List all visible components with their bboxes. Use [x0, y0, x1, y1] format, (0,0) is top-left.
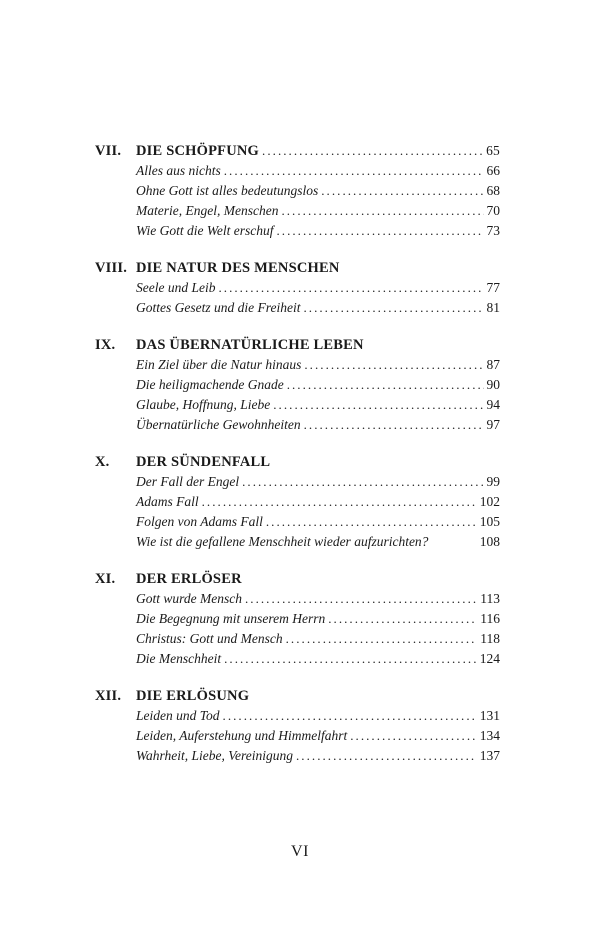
toc-entry	[136, 746, 500, 766]
entry-page-number: 87	[486, 357, 500, 372]
dot-leader	[328, 609, 477, 629]
toc-entry	[136, 221, 500, 241]
entry-page-number: 99	[486, 474, 500, 489]
entry-title: Alles aus nichts	[136, 163, 221, 178]
dot-leader	[304, 415, 484, 435]
entry-title: Leiden, Auferstehung und Himmelfahrt	[136, 728, 348, 743]
entry-page-number: 90	[486, 377, 500, 392]
entry-page-number: 70	[486, 203, 500, 218]
entry-title: Ein Ziel über die Natur hinaus	[136, 357, 302, 372]
dot-leader	[262, 141, 483, 161]
toc-entry	[136, 181, 500, 201]
toc-entry	[136, 395, 500, 415]
toc-entry	[136, 298, 500, 318]
dot-leader	[202, 492, 477, 512]
toc-entry	[136, 726, 500, 746]
toc-entry	[136, 201, 500, 221]
toc-entry	[136, 415, 500, 435]
entry-title: Gott wurde Mensch	[136, 591, 242, 606]
chapter-title: DIE ERLÖSUNG	[136, 688, 250, 704]
table-of-contents	[95, 141, 500, 783]
chapter-heading	[95, 258, 500, 278]
toc-entry	[136, 161, 500, 181]
chapter-numeral: VII.	[95, 143, 122, 159]
chapter-title: DAS ÜBERNATÜRLICHE LEBEN	[136, 337, 364, 353]
chapter-entries	[136, 706, 500, 766]
dot-leader	[242, 472, 483, 492]
dot-leader	[266, 512, 477, 532]
chapter-heading	[95, 686, 500, 706]
entry-title: Folgen von Adams Fall	[136, 514, 263, 529]
toc-entry	[136, 629, 500, 649]
entry-page-number: 81	[486, 300, 500, 315]
toc-entry	[136, 472, 500, 492]
entry-page-number: 102	[479, 494, 500, 509]
entry-page-number: 134	[479, 728, 500, 743]
dot-leader	[321, 181, 483, 201]
entry-title: Die Menschheit	[136, 651, 222, 666]
dot-leader	[296, 746, 477, 766]
entry-title: Materie, Engel, Menschen	[136, 203, 279, 218]
entry-page-number: 66	[486, 163, 500, 178]
entry-title: Wahrheit, Liebe, Vereinigung	[136, 748, 293, 763]
entry-page-number: 73	[486, 223, 500, 238]
entry-title: Christus: Gott und Mensch	[136, 631, 283, 646]
dot-leader	[286, 629, 478, 649]
chapter-title: DIE NATUR DES MENSCHEN	[136, 260, 340, 276]
entry-page-number: 68	[486, 183, 500, 198]
toc-entry	[136, 649, 500, 669]
entry-page-number: 77	[486, 280, 500, 295]
dot-leader	[304, 355, 483, 375]
chapter-heading	[95, 141, 500, 161]
entry-title: Die Begegnung mit unserem Herrn	[136, 611, 326, 626]
entry-page-number: 137	[479, 748, 500, 763]
page-folio: VI	[291, 843, 309, 860]
entry-page-number: 94	[486, 397, 500, 412]
dot-leader	[273, 395, 483, 415]
entry-title: Wie Gott die Welt erschuf	[136, 223, 274, 238]
chapter-title: DIE SCHÖPFUNG	[136, 143, 260, 159]
chapter-entries	[136, 161, 500, 241]
chapter-title: DER SÜNDENFALL	[136, 454, 271, 470]
entry-page-number: 113	[480, 591, 500, 606]
dot-leader	[218, 278, 483, 298]
dot-leader	[224, 649, 477, 669]
chapter-entries	[136, 472, 500, 552]
chapter-numeral: X.	[95, 454, 110, 470]
dot-leader	[281, 201, 483, 221]
chapter-10	[95, 452, 500, 552]
chapter-numeral: XI.	[95, 571, 116, 587]
chapter-8	[95, 258, 500, 318]
chapter-11	[95, 569, 500, 669]
entry-title: Leiden und Tod	[136, 708, 220, 723]
entry-page-number: 131	[479, 708, 500, 723]
toc-entry	[136, 532, 500, 552]
entry-title: Gottes Gesetz und die Freiheit	[136, 300, 301, 315]
entry-title: Adams Fall	[136, 494, 199, 509]
toc-entry	[136, 375, 500, 395]
toc-entry	[136, 278, 500, 298]
chapter-numeral: IX.	[95, 337, 116, 353]
chapter-page-number: 65	[486, 143, 500, 158]
entry-page-number: 118	[480, 631, 500, 646]
entry-page-number: 116	[480, 611, 500, 626]
dot-leader	[245, 589, 477, 609]
entry-title: Seele und Leib	[136, 280, 216, 295]
entry-title: Glaube, Hoffnung, Liebe	[136, 397, 271, 412]
entry-title: Übernatürliche Gewohnheiten	[136, 417, 301, 432]
dot-leader	[223, 706, 477, 726]
entry-title: Die heiligmachende Gnade	[136, 377, 284, 392]
dot-leader	[276, 221, 483, 241]
toc-entry	[136, 706, 500, 726]
entry-title: Der Fall der Engel	[136, 474, 240, 489]
dot-leader	[224, 161, 484, 181]
chapter-7	[95, 141, 500, 241]
chapter-entries	[136, 278, 500, 318]
chapter-entries	[136, 589, 500, 669]
chapter-9	[95, 335, 500, 435]
dot-leader	[287, 375, 484, 395]
toc-entry	[136, 355, 500, 375]
chapter-heading	[95, 569, 500, 589]
toc-entry	[136, 609, 500, 629]
toc-entry	[136, 589, 500, 609]
chapter-entries	[136, 355, 500, 435]
chapter-heading	[95, 452, 500, 472]
entry-title: Wie ist die gefallene Menschheit wieder aufzurichten?	[136, 534, 429, 549]
chapter-numeral: VIII.	[95, 260, 128, 276]
dot-leader	[350, 726, 477, 746]
entry-page-number: 97	[486, 417, 500, 432]
entry-page-number: 124	[479, 651, 500, 666]
chapter-numeral: XII.	[95, 688, 122, 704]
entry-page-number: 105	[479, 514, 500, 529]
toc-entry	[136, 492, 500, 512]
entry-title: Ohne Gott ist alles bedeutungslos	[136, 183, 319, 198]
dot-leader	[303, 298, 483, 318]
chapter-12	[95, 686, 500, 766]
chapter-heading	[95, 335, 500, 355]
chapter-title: DER ERLÖSER	[136, 571, 242, 587]
entry-page-number: 108	[479, 534, 500, 549]
toc-entry	[136, 512, 500, 532]
